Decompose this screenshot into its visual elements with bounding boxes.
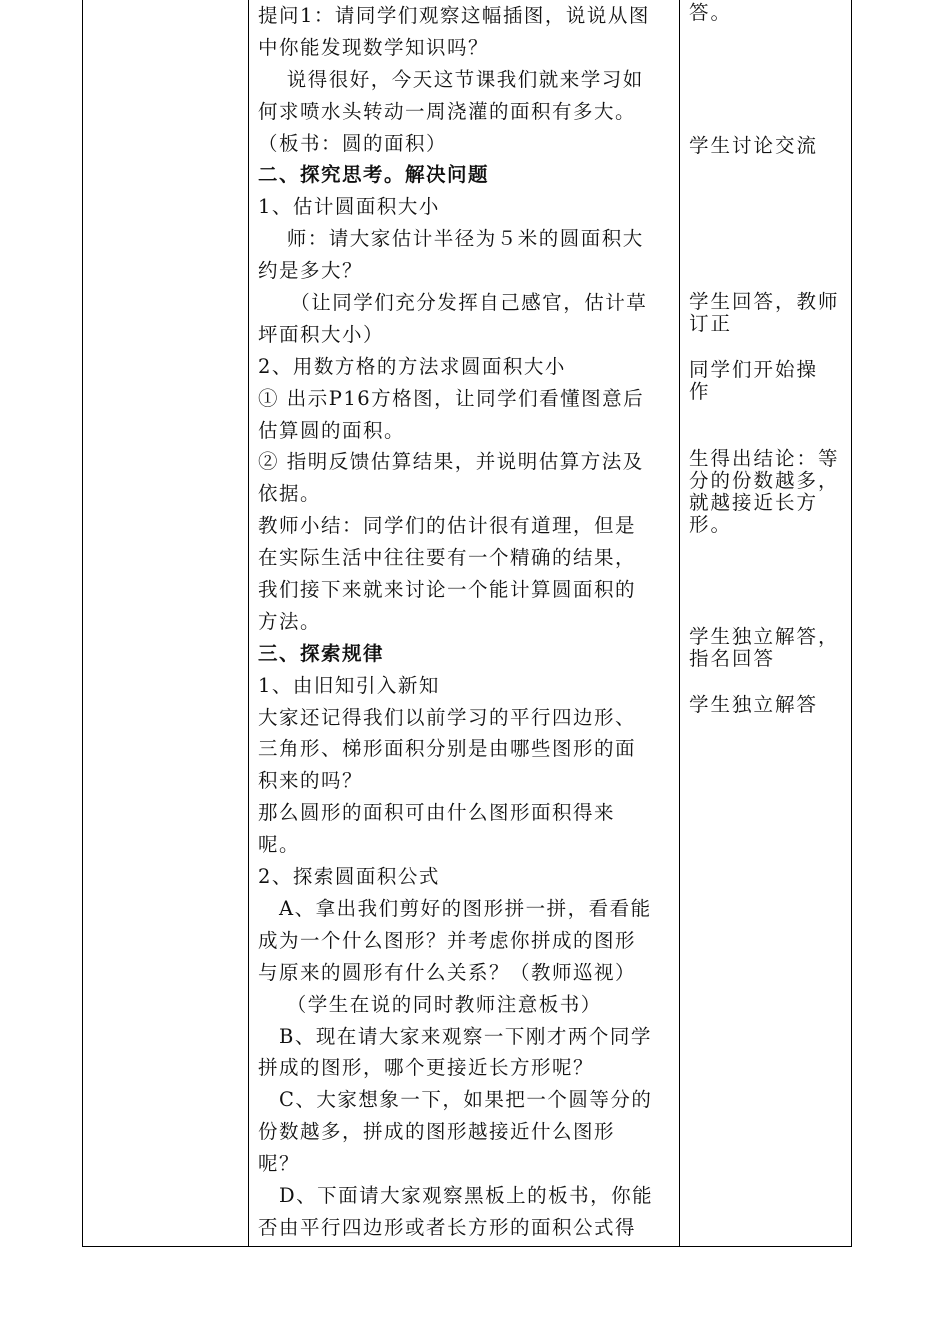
text-line: 说得很好，今天这节课我们就来学习如	[258, 67, 644, 91]
text-line: 在实际生活中往往要有一个精确的结果，	[258, 546, 637, 570]
text-line: 呢。	[258, 833, 301, 857]
text-line: ② 指明反馈估算结果，并说明估算方法及	[258, 450, 644, 474]
text-line: 中你能发现数学知识吗？	[258, 35, 490, 59]
text-line: 约是多大？	[258, 259, 364, 283]
text-line: A、拿出我们剪好的图形拼一拼，看看能	[258, 896, 652, 920]
text-line: 我们接下来就来讨论一个能计算圆面积的	[258, 578, 637, 602]
text-line: 1、由旧知引入新知	[258, 673, 440, 697]
section-heading: 二、探究思考。解决问题	[258, 163, 490, 187]
text-line: 呢？	[258, 1152, 301, 1176]
text-line: 大家还记得我们以前学习的平行四边形、	[258, 705, 637, 729]
text-line: 2、用数方格的方法求圆面积大小	[258, 354, 566, 378]
student-note: 生得出结论：等 分的份数越多， 就越接近长方 形。	[689, 447, 840, 536]
text-line: 估算圆的面积。	[258, 418, 406, 442]
student-note: 学生讨论交流	[689, 134, 819, 157]
text-line: 积来的吗？	[258, 769, 364, 793]
text-line: ① 出示P16方格图，让同学们看懂图意后	[258, 386, 645, 410]
text-line: 与原来的圆形有什么关系？（教师巡视）	[258, 960, 637, 984]
student-note: 同学们开始操 作	[689, 358, 819, 403]
text-line: 坪面积大小）	[258, 322, 385, 346]
text-line: 份数越多，拼成的图形越接近什么图形	[258, 1120, 616, 1144]
text-line: （板书：圆的面积）	[258, 131, 448, 155]
text-line: D、下面请大家观察黑板上的板书，你能	[258, 1183, 654, 1207]
text-line: 1、估计圆面积大小	[258, 195, 440, 219]
column-divider	[248, 0, 249, 1247]
student-note: 学生回答，教师 订正	[689, 290, 840, 335]
teacher-activity-column	[258, 0, 672, 1244]
text-line: C、大家想象一下，如果把一个圆等分的	[258, 1088, 653, 1112]
column-divider	[679, 0, 680, 1247]
text-line: （让同学们充分发挥自己感官，估计草	[258, 291, 648, 315]
text-line: 拼成的图形，哪个更接近长方形呢？	[258, 1056, 595, 1080]
text-line: 三角形、梯形面积分别是由哪些图形的面	[258, 737, 637, 761]
text-line: 成为一个什么图形？并考虑你拼成的图形	[258, 928, 637, 952]
section-heading: 三、探索规律	[258, 641, 385, 665]
text-line: 方法。	[258, 609, 322, 633]
student-note: 答。	[689, 1, 733, 24]
text-line: B、现在请大家来观察一下刚才两个同学	[258, 1024, 652, 1048]
student-note: 学生独立解答， 指名回答	[689, 625, 840, 670]
student-note: 学生独立解答	[689, 693, 819, 716]
text-line: 2、探索圆面积公式	[258, 865, 440, 889]
text-line: 何求喷水头转动一周浇灌的面积有多大。	[258, 99, 637, 123]
text-line: （学生在说的同时教师注意板书）	[258, 992, 602, 1016]
text-line: 那么圆形的面积可由什么图形面积得来	[258, 801, 616, 825]
text-line: 教师小结：同学们的估计很有道理，但是	[258, 514, 637, 538]
text-line: 依据。	[258, 482, 322, 506]
text-line: 师：请大家估计半径为５米的圆面积大	[258, 227, 644, 251]
text-line: 提问1：请同学们观察这幅插图，说说从图	[258, 4, 650, 27]
text-line: 否由平行四边形或者长方形的面积公式得	[258, 1215, 637, 1239]
